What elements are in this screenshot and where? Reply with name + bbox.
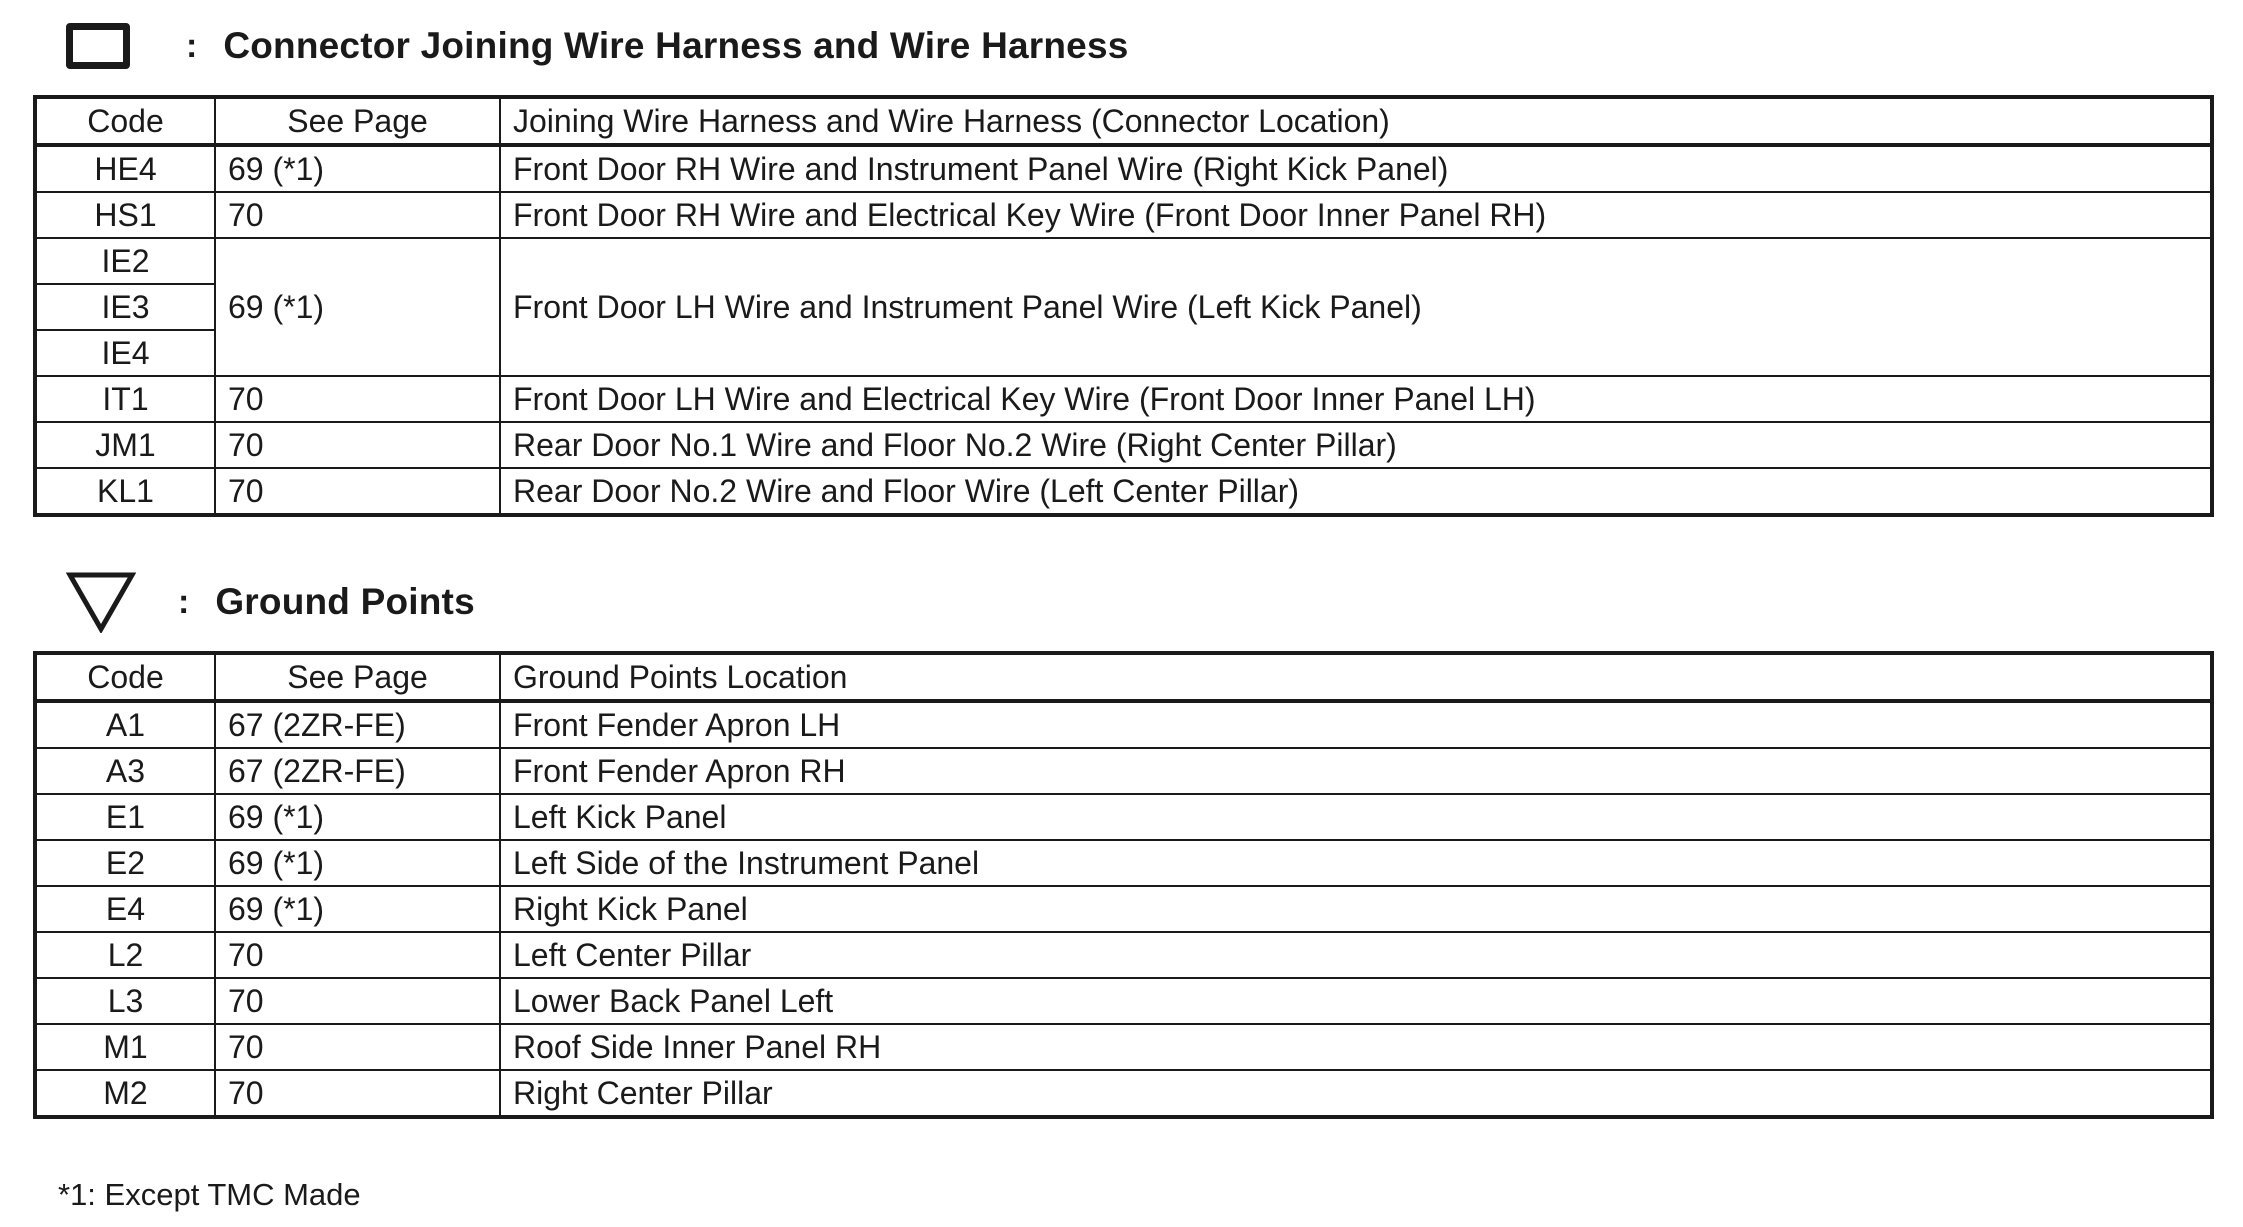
ground-triangle-icon <box>66 571 136 633</box>
row-description: Left Side of the Instrument Panel <box>500 840 2212 886</box>
table-row <box>35 978 2212 1024</box>
row-page: 70 <box>215 978 500 1024</box>
row-code: HS1 <box>35 192 215 238</box>
table-row <box>35 886 2212 932</box>
ground-section-title: Ground Points <box>215 581 475 622</box>
row-page: 69 (*1) <box>215 238 500 376</box>
connector-table <box>33 95 2214 517</box>
table-row <box>35 701 2212 748</box>
section-colon: : <box>178 582 190 621</box>
row-page: 70 <box>215 468 500 515</box>
row-description: Right Center Pillar <box>500 1070 2212 1117</box>
section-colon: : <box>186 26 198 65</box>
table-header-row <box>35 653 2212 701</box>
table-row <box>35 794 2212 840</box>
row-page: 70 <box>215 422 500 468</box>
row-description: Front Door RH Wire and Instrument Panel Wire (Right Kick Panel) <box>500 145 2212 192</box>
table-row <box>35 1024 2212 1070</box>
table-row <box>35 932 2212 978</box>
row-code: IE3 <box>35 284 215 330</box>
row-description: Front Door LH Wire and Electrical Key Wire (Front Door Inner Panel LH) <box>500 376 2212 422</box>
row-description: Rear Door No.2 Wire and Floor Wire (Left Center Pillar) <box>500 468 2212 515</box>
header-see-page: See Page <box>215 97 500 145</box>
header-description: Joining Wire Harness and Wire Harness (Connector Location) <box>500 97 2212 145</box>
table-row <box>35 1070 2212 1117</box>
table-row <box>35 238 2212 284</box>
row-code: IT1 <box>35 376 215 422</box>
row-description: Front Door RH Wire and Electrical Key Wire (Front Door Inner Panel RH) <box>500 192 2212 238</box>
table-row <box>35 145 2212 192</box>
row-description: Front Fender Apron RH <box>500 748 2212 794</box>
row-page: 69 (*1) <box>215 840 500 886</box>
row-description: Left Kick Panel <box>500 794 2212 840</box>
row-page: 69 (*1) <box>215 794 500 840</box>
row-code: IE2 <box>35 238 215 284</box>
row-code: E1 <box>35 794 215 840</box>
row-code: JM1 <box>35 422 215 468</box>
row-description: Rear Door No.1 Wire and Floor No.2 Wire (Right Center Pillar) <box>500 422 2212 468</box>
row-description: Left Center Pillar <box>500 932 2212 978</box>
row-page: 70 <box>215 376 500 422</box>
table-row <box>35 468 2212 515</box>
row-code: E4 <box>35 886 215 932</box>
connector-rectangle-icon <box>66 23 130 69</box>
header-code: Code <box>35 97 215 145</box>
row-description: Right Kick Panel <box>500 886 2212 932</box>
row-page: 70 <box>215 192 500 238</box>
row-code: E2 <box>35 840 215 886</box>
row-code: A1 <box>35 701 215 748</box>
ground-points-table <box>33 651 2214 1119</box>
row-code: A3 <box>35 748 215 794</box>
row-page: 69 (*1) <box>215 886 500 932</box>
row-code: L2 <box>35 932 215 978</box>
row-code: HE4 <box>35 145 215 192</box>
row-code: IE4 <box>35 330 215 376</box>
row-page: 70 <box>215 932 500 978</box>
row-page: 67 (2ZR-FE) <box>215 701 500 748</box>
row-code: M2 <box>35 1070 215 1117</box>
header-description: Ground Points Location <box>500 653 2212 701</box>
row-description: Lower Back Panel Left <box>500 978 2212 1024</box>
row-description: Roof Side Inner Panel RH <box>500 1024 2212 1070</box>
ground-section-header <box>66 570 475 634</box>
header-code: Code <box>35 653 215 701</box>
row-page: 67 (2ZR-FE) <box>215 748 500 794</box>
row-description: Front Door LH Wire and Instrument Panel Wire (Left Kick Panel) <box>500 238 2212 376</box>
row-description: Front Fender Apron LH <box>500 701 2212 748</box>
table-row <box>35 748 2212 794</box>
row-page: 69 (*1) <box>215 145 500 192</box>
table-header-row <box>35 97 2212 145</box>
table-row <box>35 192 2212 238</box>
row-code: L3 <box>35 978 215 1024</box>
table-row <box>35 376 2212 422</box>
row-code: KL1 <box>35 468 215 515</box>
row-code: M1 <box>35 1024 215 1070</box>
row-page: 70 <box>215 1070 500 1117</box>
connector-section-title: Connector Joining Wire Harness and Wire Harness <box>223 25 1129 66</box>
row-page: 70 <box>215 1024 500 1070</box>
table-row <box>35 422 2212 468</box>
connector-section-header <box>66 14 1129 78</box>
table-row <box>35 840 2212 886</box>
footnote: *1: Except TMC Made <box>58 1177 361 1212</box>
header-see-page: See Page <box>215 653 500 701</box>
